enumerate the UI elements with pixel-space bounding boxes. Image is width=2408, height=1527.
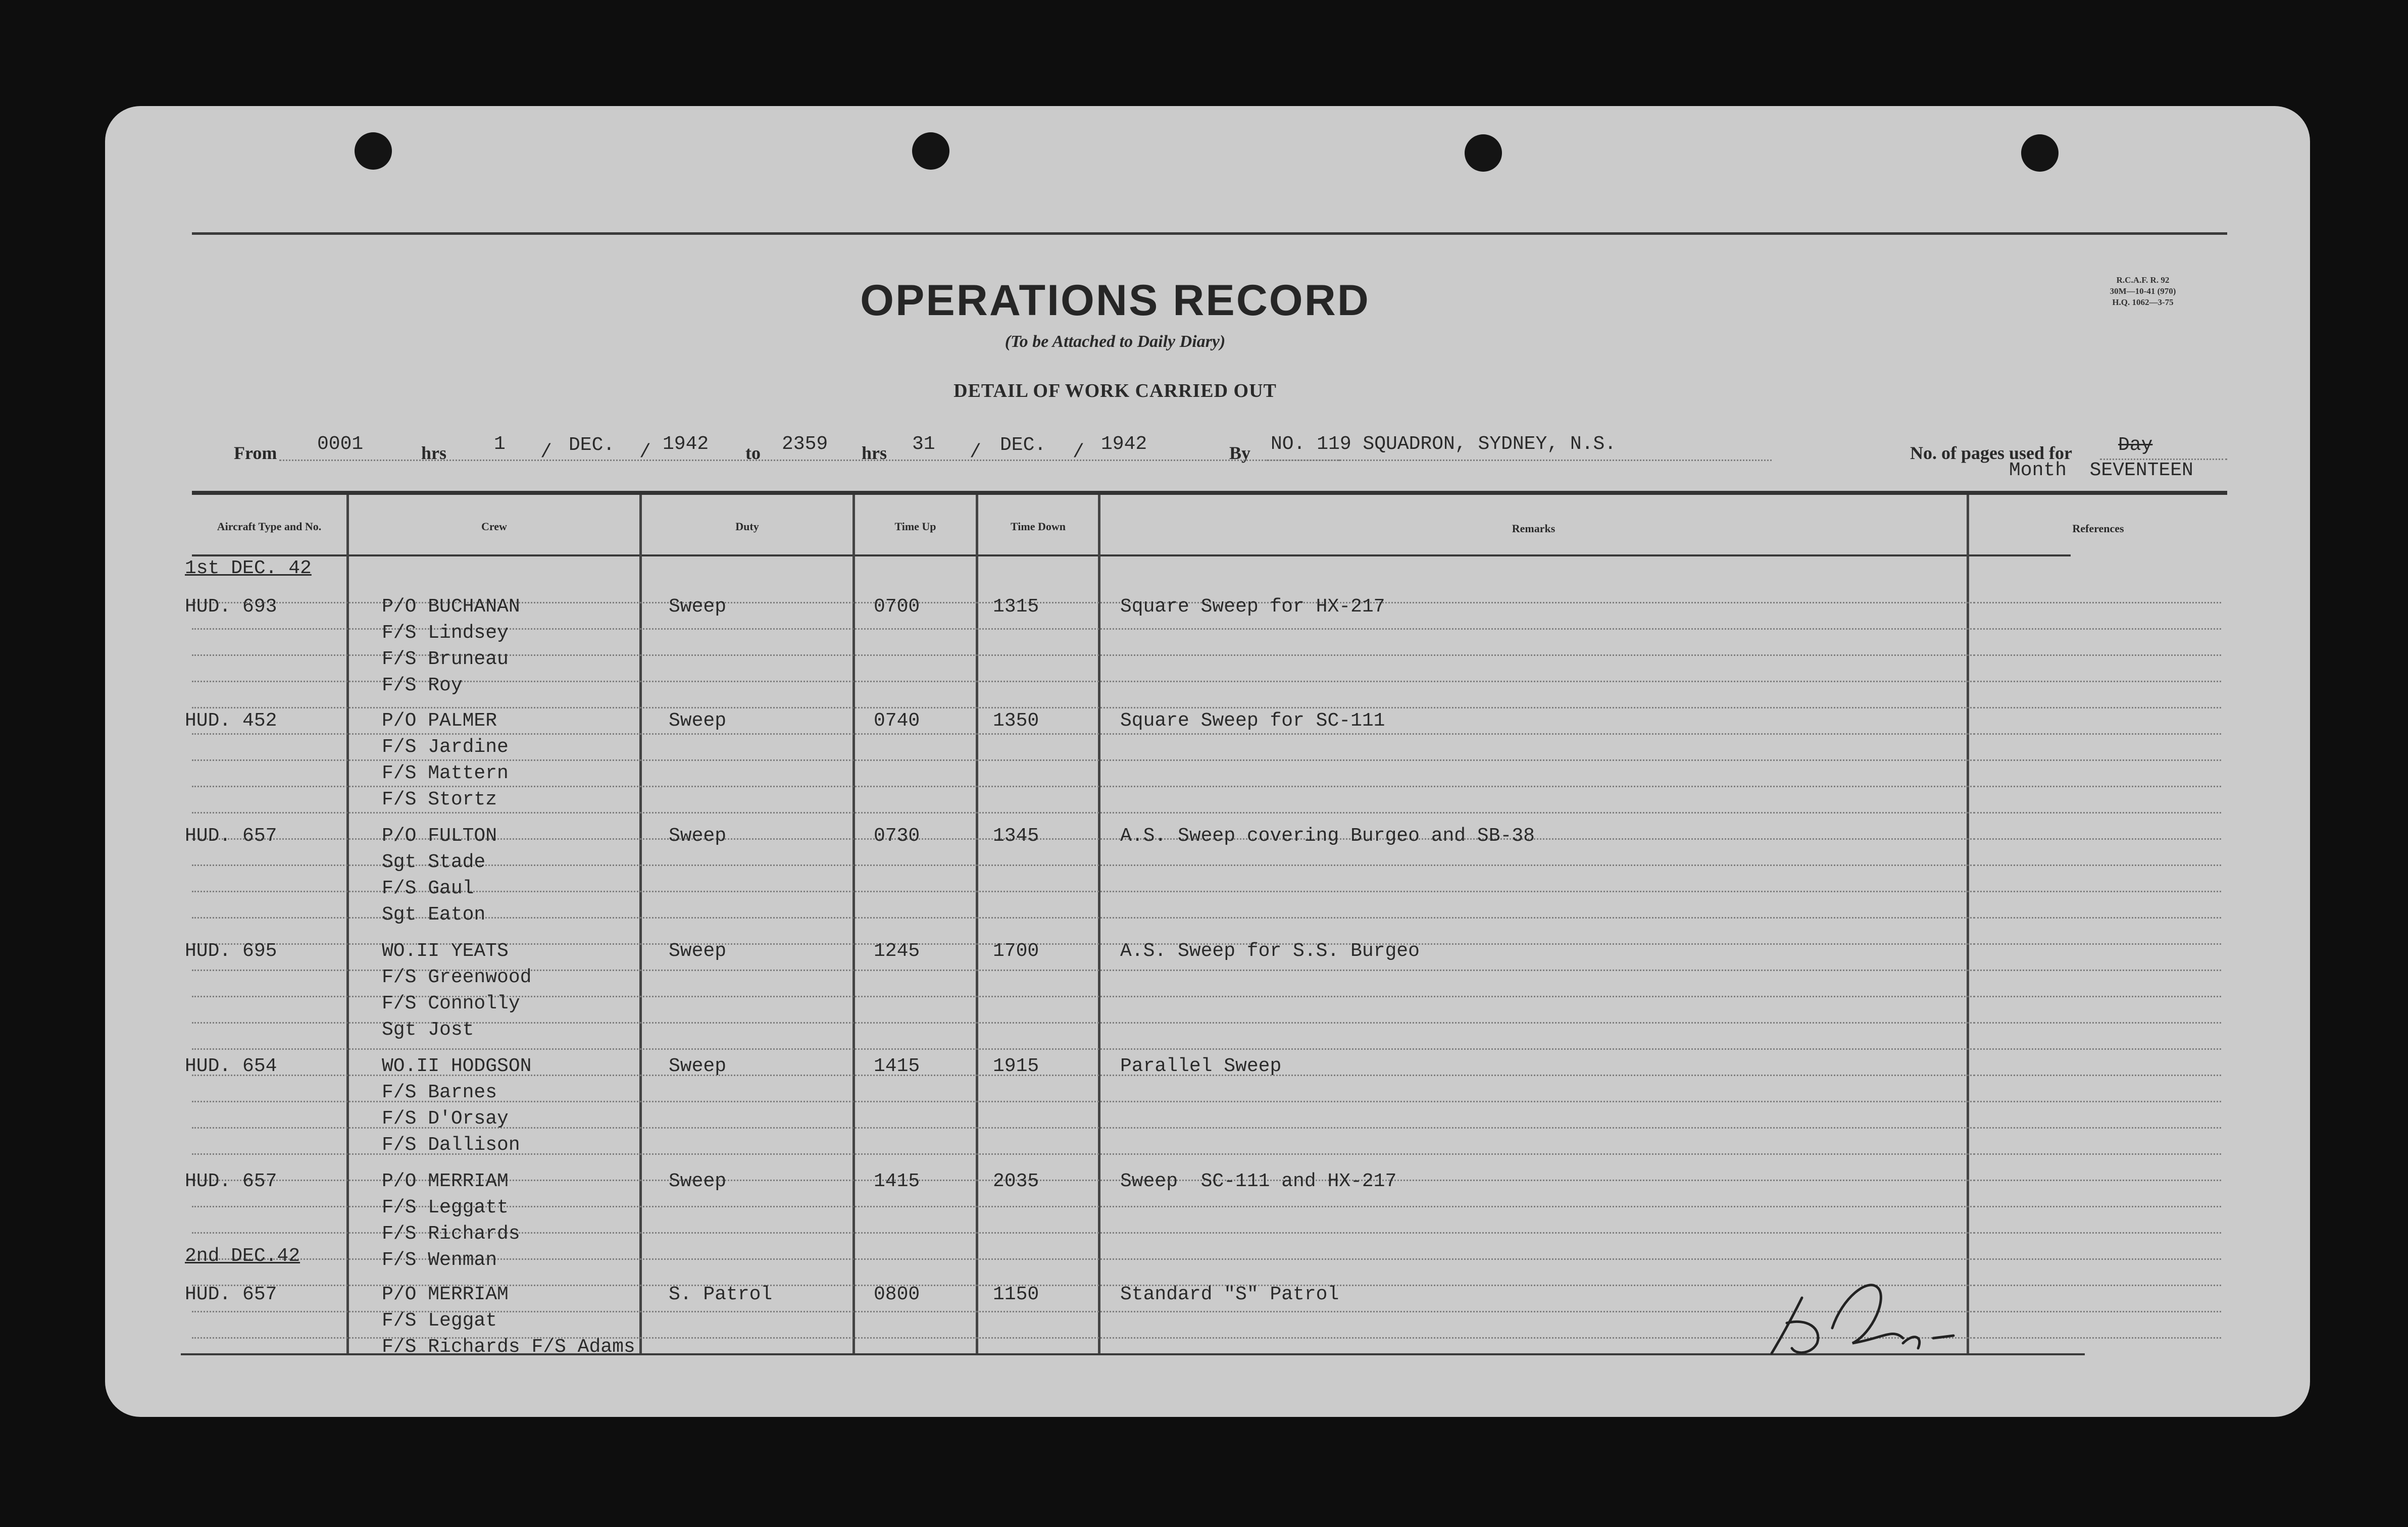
crew-member: P/O MERRIAM bbox=[382, 1284, 509, 1305]
slash: / bbox=[1073, 441, 1084, 463]
remarks-value: A.S. Sweep for S.S. Burgeo bbox=[1120, 940, 1420, 962]
to-time: 2359 bbox=[782, 433, 828, 455]
remarks-value: Square Sweep for SC-111 bbox=[1120, 710, 1385, 732]
ruled-line bbox=[1974, 681, 2221, 682]
time-up-value: 0700 bbox=[874, 596, 920, 618]
ruled-line bbox=[192, 786, 1975, 787]
crew-member: P/O MERRIAM bbox=[382, 1170, 509, 1192]
ruled-line bbox=[1974, 602, 2221, 603]
unit-name: NO. 119 SQUADRON, SYDNEY, N.S. bbox=[1271, 433, 1617, 455]
remarks-value: Sweep SC-111 and HX-217 bbox=[1120, 1170, 1397, 1192]
time-up-value: 1245 bbox=[874, 940, 920, 962]
ruled-line bbox=[1974, 759, 2221, 761]
duty-value: Sweep bbox=[669, 1170, 727, 1192]
pages-month: Month SEVENTEEN bbox=[2009, 460, 2193, 481]
form-id-line: 30M—10-41 (970) bbox=[2110, 286, 2176, 296]
form-id-line: H.Q. 1062—3-75 bbox=[2112, 297, 2174, 307]
ruled-line bbox=[192, 733, 1975, 735]
time-down-value: 1150 bbox=[993, 1284, 1039, 1305]
crew-member: Sgt Eaton bbox=[382, 904, 486, 926]
slash: / bbox=[540, 441, 552, 463]
time-up-value: 0740 bbox=[874, 710, 920, 732]
crew-member: F/S Wenman bbox=[382, 1249, 497, 1271]
crew-member: F/S Dallison bbox=[382, 1134, 520, 1156]
from-label: From bbox=[234, 443, 277, 463]
slash: / bbox=[639, 441, 651, 463]
aircraft-number: HUD. 657 bbox=[185, 1170, 277, 1192]
column-divider bbox=[976, 495, 978, 1353]
section-heading: DETAIL OF WORK CARRIED OUT bbox=[954, 380, 1277, 401]
time-down-value: 1315 bbox=[993, 596, 1039, 618]
ruled-line bbox=[1974, 996, 2221, 997]
aircraft-number: HUD. 657 bbox=[185, 1284, 277, 1305]
document-title: OPERATIONS RECORD bbox=[860, 276, 1370, 325]
ruled-line bbox=[1974, 891, 2221, 892]
duty-value: Sweep bbox=[669, 825, 727, 847]
aircraft-number: HUD. 654 bbox=[185, 1055, 277, 1077]
pages-struck: Day bbox=[2118, 434, 2153, 456]
crew-member: F/S Richards bbox=[382, 1223, 520, 1245]
form-id bbox=[2085, 275, 2201, 308]
hrs-label: hrs bbox=[862, 443, 887, 463]
crew-member: F/S Greenwood bbox=[382, 966, 532, 988]
column-header-time-down: Time Down bbox=[1011, 520, 1066, 533]
ruled-line bbox=[1974, 864, 2221, 866]
ruled-line bbox=[1974, 1180, 2221, 1181]
crew-member: F/S Bruneau bbox=[382, 648, 509, 670]
to-label: to bbox=[745, 443, 761, 463]
remarks-value: Square Sweep for HX-217 bbox=[1120, 596, 1385, 618]
column-header-duty: Duty bbox=[735, 520, 759, 533]
ruled-line bbox=[1974, 786, 2221, 787]
ruled-line bbox=[1974, 654, 2221, 656]
crew-member: F/S Jardine bbox=[382, 736, 509, 758]
ruled-line bbox=[1974, 733, 2221, 735]
crew-member: F/S Roy bbox=[382, 675, 463, 696]
punch-hole bbox=[2021, 134, 2059, 172]
time-down-value: 2035 bbox=[993, 1170, 1039, 1192]
entry-date: 1st DEC. 42 bbox=[185, 557, 312, 579]
header-rule bbox=[192, 554, 2071, 556]
duty-value: Sweep bbox=[669, 1055, 727, 1077]
ruled-line bbox=[192, 1048, 1975, 1050]
ruled-line bbox=[1974, 1206, 2221, 1207]
fill-line bbox=[1267, 460, 1772, 461]
punch-hole bbox=[1465, 134, 1502, 172]
crew-member: P/O BUCHANAN bbox=[382, 596, 520, 618]
to-year: 1942 bbox=[1101, 433, 1147, 455]
ruled-line bbox=[1974, 838, 2221, 840]
time-up-value: 1415 bbox=[874, 1055, 920, 1077]
crew-member: WO.II YEATS bbox=[382, 940, 509, 962]
ruled-line bbox=[1974, 917, 2221, 919]
crew-member: F/S Connolly bbox=[382, 993, 520, 1014]
ruled-line bbox=[1974, 1311, 2221, 1312]
crew-member: Sgt Jost bbox=[382, 1019, 474, 1041]
column-divider bbox=[346, 495, 349, 1353]
ruled-line bbox=[1974, 970, 2221, 971]
column-divider bbox=[1098, 495, 1100, 1353]
crew-member: F/S Richards F/S Adams bbox=[382, 1336, 635, 1358]
aircraft-number: HUD. 695 bbox=[185, 940, 277, 962]
column-divider bbox=[639, 495, 642, 1353]
crew-member: Sgt Stade bbox=[382, 851, 486, 873]
to-month: DEC. bbox=[1000, 434, 1046, 456]
from-day: 1 bbox=[494, 433, 506, 455]
top-rule bbox=[192, 232, 2227, 235]
column-header-aircraft: Aircraft Type and No. bbox=[217, 520, 322, 533]
pages-label: No. of pages used for bbox=[1910, 443, 2072, 463]
crew-member: F/S Stortz bbox=[382, 789, 497, 810]
record-card bbox=[105, 106, 2310, 1417]
ruled-line bbox=[192, 759, 1975, 761]
punch-hole bbox=[912, 132, 949, 170]
form-id-line: R.C.A.F. R. 92 bbox=[2116, 275, 2170, 285]
aircraft-number: HUD. 693 bbox=[185, 596, 277, 618]
ruled-line bbox=[1974, 1337, 2221, 1339]
crew-member: F/S Barnes bbox=[382, 1082, 497, 1103]
time-down-value: 1915 bbox=[993, 1055, 1039, 1077]
crew-member: F/S Mattern bbox=[382, 762, 509, 784]
ruled-line bbox=[192, 707, 1975, 708]
ruled-line bbox=[1974, 1101, 2221, 1102]
ruled-line bbox=[1974, 1258, 2221, 1260]
slash: / bbox=[970, 441, 981, 463]
ruled-line bbox=[1974, 1022, 2221, 1024]
ruled-line bbox=[1974, 1048, 2221, 1050]
handwritten-signature bbox=[1751, 1267, 2004, 1368]
ruled-line bbox=[192, 812, 1975, 813]
crew-member: F/S Leggat bbox=[382, 1310, 497, 1332]
ruled-line bbox=[1974, 707, 2221, 708]
column-header-time-up: Time Up bbox=[894, 520, 936, 533]
column-divider bbox=[852, 495, 855, 1353]
ruled-line bbox=[1974, 628, 2221, 630]
duty-value: S. Patrol bbox=[669, 1284, 773, 1305]
aircraft-number: HUD. 657 bbox=[185, 825, 277, 847]
duty-value: Sweep bbox=[669, 940, 727, 962]
time-up-value: 0730 bbox=[874, 825, 920, 847]
time-up-value: 1415 bbox=[874, 1170, 920, 1192]
document-subtitle: (To be Attached to Daily Diary) bbox=[1005, 332, 1226, 351]
duty-value: Sweep bbox=[669, 710, 727, 732]
ruled-line bbox=[1974, 812, 2221, 813]
to-day: 31 bbox=[912, 433, 935, 455]
ruled-line bbox=[1974, 1153, 2221, 1155]
crew-member: F/S Lindsey bbox=[382, 622, 509, 644]
time-up-value: 0800 bbox=[874, 1284, 920, 1305]
fill-line bbox=[2100, 459, 2227, 460]
ruled-line bbox=[1974, 1285, 2221, 1286]
time-down-value: 1350 bbox=[993, 710, 1039, 732]
ruled-line bbox=[1974, 1127, 2221, 1129]
crew-member: P/O PALMER bbox=[382, 710, 497, 732]
ruled-line bbox=[1974, 943, 2221, 945]
punch-hole bbox=[355, 132, 392, 170]
ruled-line bbox=[1974, 1232, 2221, 1234]
entry-date: 2nd DEC.42 bbox=[185, 1245, 300, 1267]
from-year: 1942 bbox=[663, 433, 709, 455]
time-down-value: 1700 bbox=[993, 940, 1039, 962]
column-header-crew: Crew bbox=[481, 520, 507, 533]
column-divider bbox=[1967, 495, 1969, 1353]
by-label: By bbox=[1229, 443, 1251, 463]
aircraft-number: HUD. 452 bbox=[185, 710, 277, 732]
hrs-label: hrs bbox=[421, 443, 447, 463]
crew-member: F/S D'Orsay bbox=[382, 1108, 509, 1130]
remarks-value: A.S. Sweep covering Burgeo and SB-38 bbox=[1120, 825, 1535, 847]
remarks-value: Standard "S" Patrol bbox=[1120, 1284, 1339, 1305]
from-month: DEC. bbox=[569, 434, 615, 456]
crew-member: F/S Leggatt bbox=[382, 1197, 509, 1218]
crew-member: WO.II HODGSON bbox=[382, 1055, 532, 1077]
column-header-remarks: Remarks bbox=[1512, 522, 1556, 535]
column-header-references: References bbox=[2072, 522, 2124, 535]
table-top-rule bbox=[192, 491, 2227, 495]
ruled-line bbox=[1974, 1075, 2221, 1076]
crew-member: F/S Gaul bbox=[382, 878, 474, 899]
remarks-value: Parallel Sweep bbox=[1120, 1055, 1282, 1077]
duty-value: Sweep bbox=[669, 596, 727, 618]
crew-member: P/O FULTON bbox=[382, 825, 497, 847]
time-down-value: 1345 bbox=[993, 825, 1039, 847]
from-time: 0001 bbox=[317, 433, 364, 455]
